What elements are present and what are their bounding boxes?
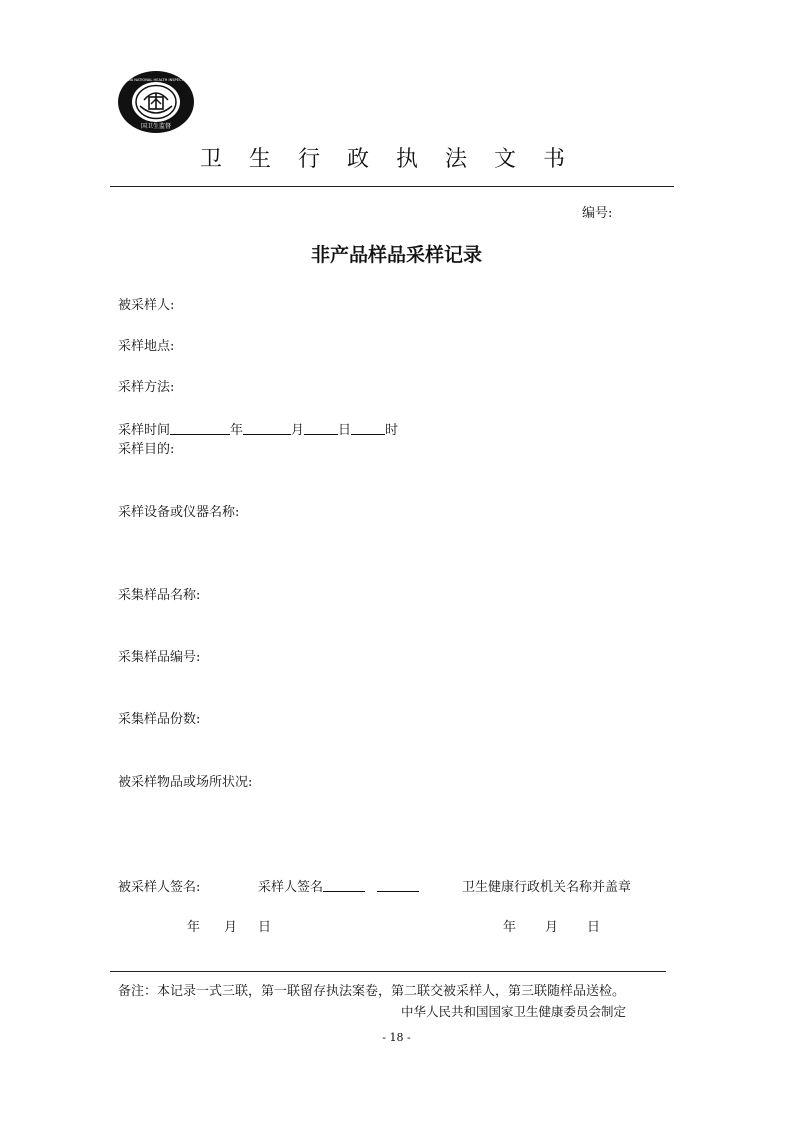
sample-name-label: 采集样品名称: [118,588,201,603]
day-unit: 日 [338,423,352,438]
sampler-signature-row [258,876,419,895]
form-title: 非产品样品采样记录 [310,244,482,266]
day-blank[interactable] [304,422,338,435]
hour-unit: 时 [385,423,399,438]
svg-text:国卫生监督: 国卫生监督 [140,123,172,130]
right-date-year: 年 [503,920,517,935]
right-date-month: 月 [545,920,559,935]
sampler-signature-blank-2[interactable] [377,879,419,892]
month-blank[interactable] [243,422,291,435]
issuing-authority: 中华人民共和国国家卫生健康委员会制定 [401,1004,627,1019]
sampled-party-signature-label: 被采样人签名: [118,880,201,895]
left-date-month: 月 [224,920,238,935]
sampler-signature-label: 采样人签名 [258,880,324,895]
document-series-title: 卫生行政执法文书 [200,147,593,172]
sampling-purpose-label: 采样目的: [118,442,175,457]
sampling-time-row [118,419,398,438]
sample-number-label: 采集样品编号: [118,650,201,665]
svg-text:CHINA NATIONAL HEALTH INSPECTI: CHINA NATIONAL HEALTH INSPECTION [121,78,191,82]
page-number: - 18 - [382,1031,411,1044]
header-divider [110,186,674,187]
left-date-year: 年 [187,920,201,935]
year-blank[interactable] [170,422,230,435]
month-unit: 月 [291,423,305,438]
right-date-day: 日 [587,920,601,935]
sampling-time-label: 采样时间 [118,423,171,438]
document-number-label: 编号: [582,206,613,221]
equipment-name-label: 采样设备或仪器名称: [118,505,240,520]
footer-divider [110,971,666,972]
sample-count-label: 采集样品份数: [118,712,201,727]
left-date-day: 日 [258,920,272,935]
hour-blank[interactable] [351,422,385,435]
sampler-signature-blank-1[interactable] [323,879,365,892]
sampling-location-label: 采样地点: [118,339,175,354]
sampling-method-label: 采样方法: [118,380,175,395]
health-inspection-emblem-icon [116,70,196,134]
agency-seal-label: 卫生健康行政机关名称并盖章 [462,880,632,895]
year-unit: 年 [230,423,244,438]
remarks-note: 备注：本记录一式三联，第一联留存执法案卷，第二联交被采样人，第三联随样品送检。 [118,984,626,999]
sampled-party-label: 被采样人: [118,298,175,313]
condition-label: 被采样物品或场所状况: [118,775,253,790]
